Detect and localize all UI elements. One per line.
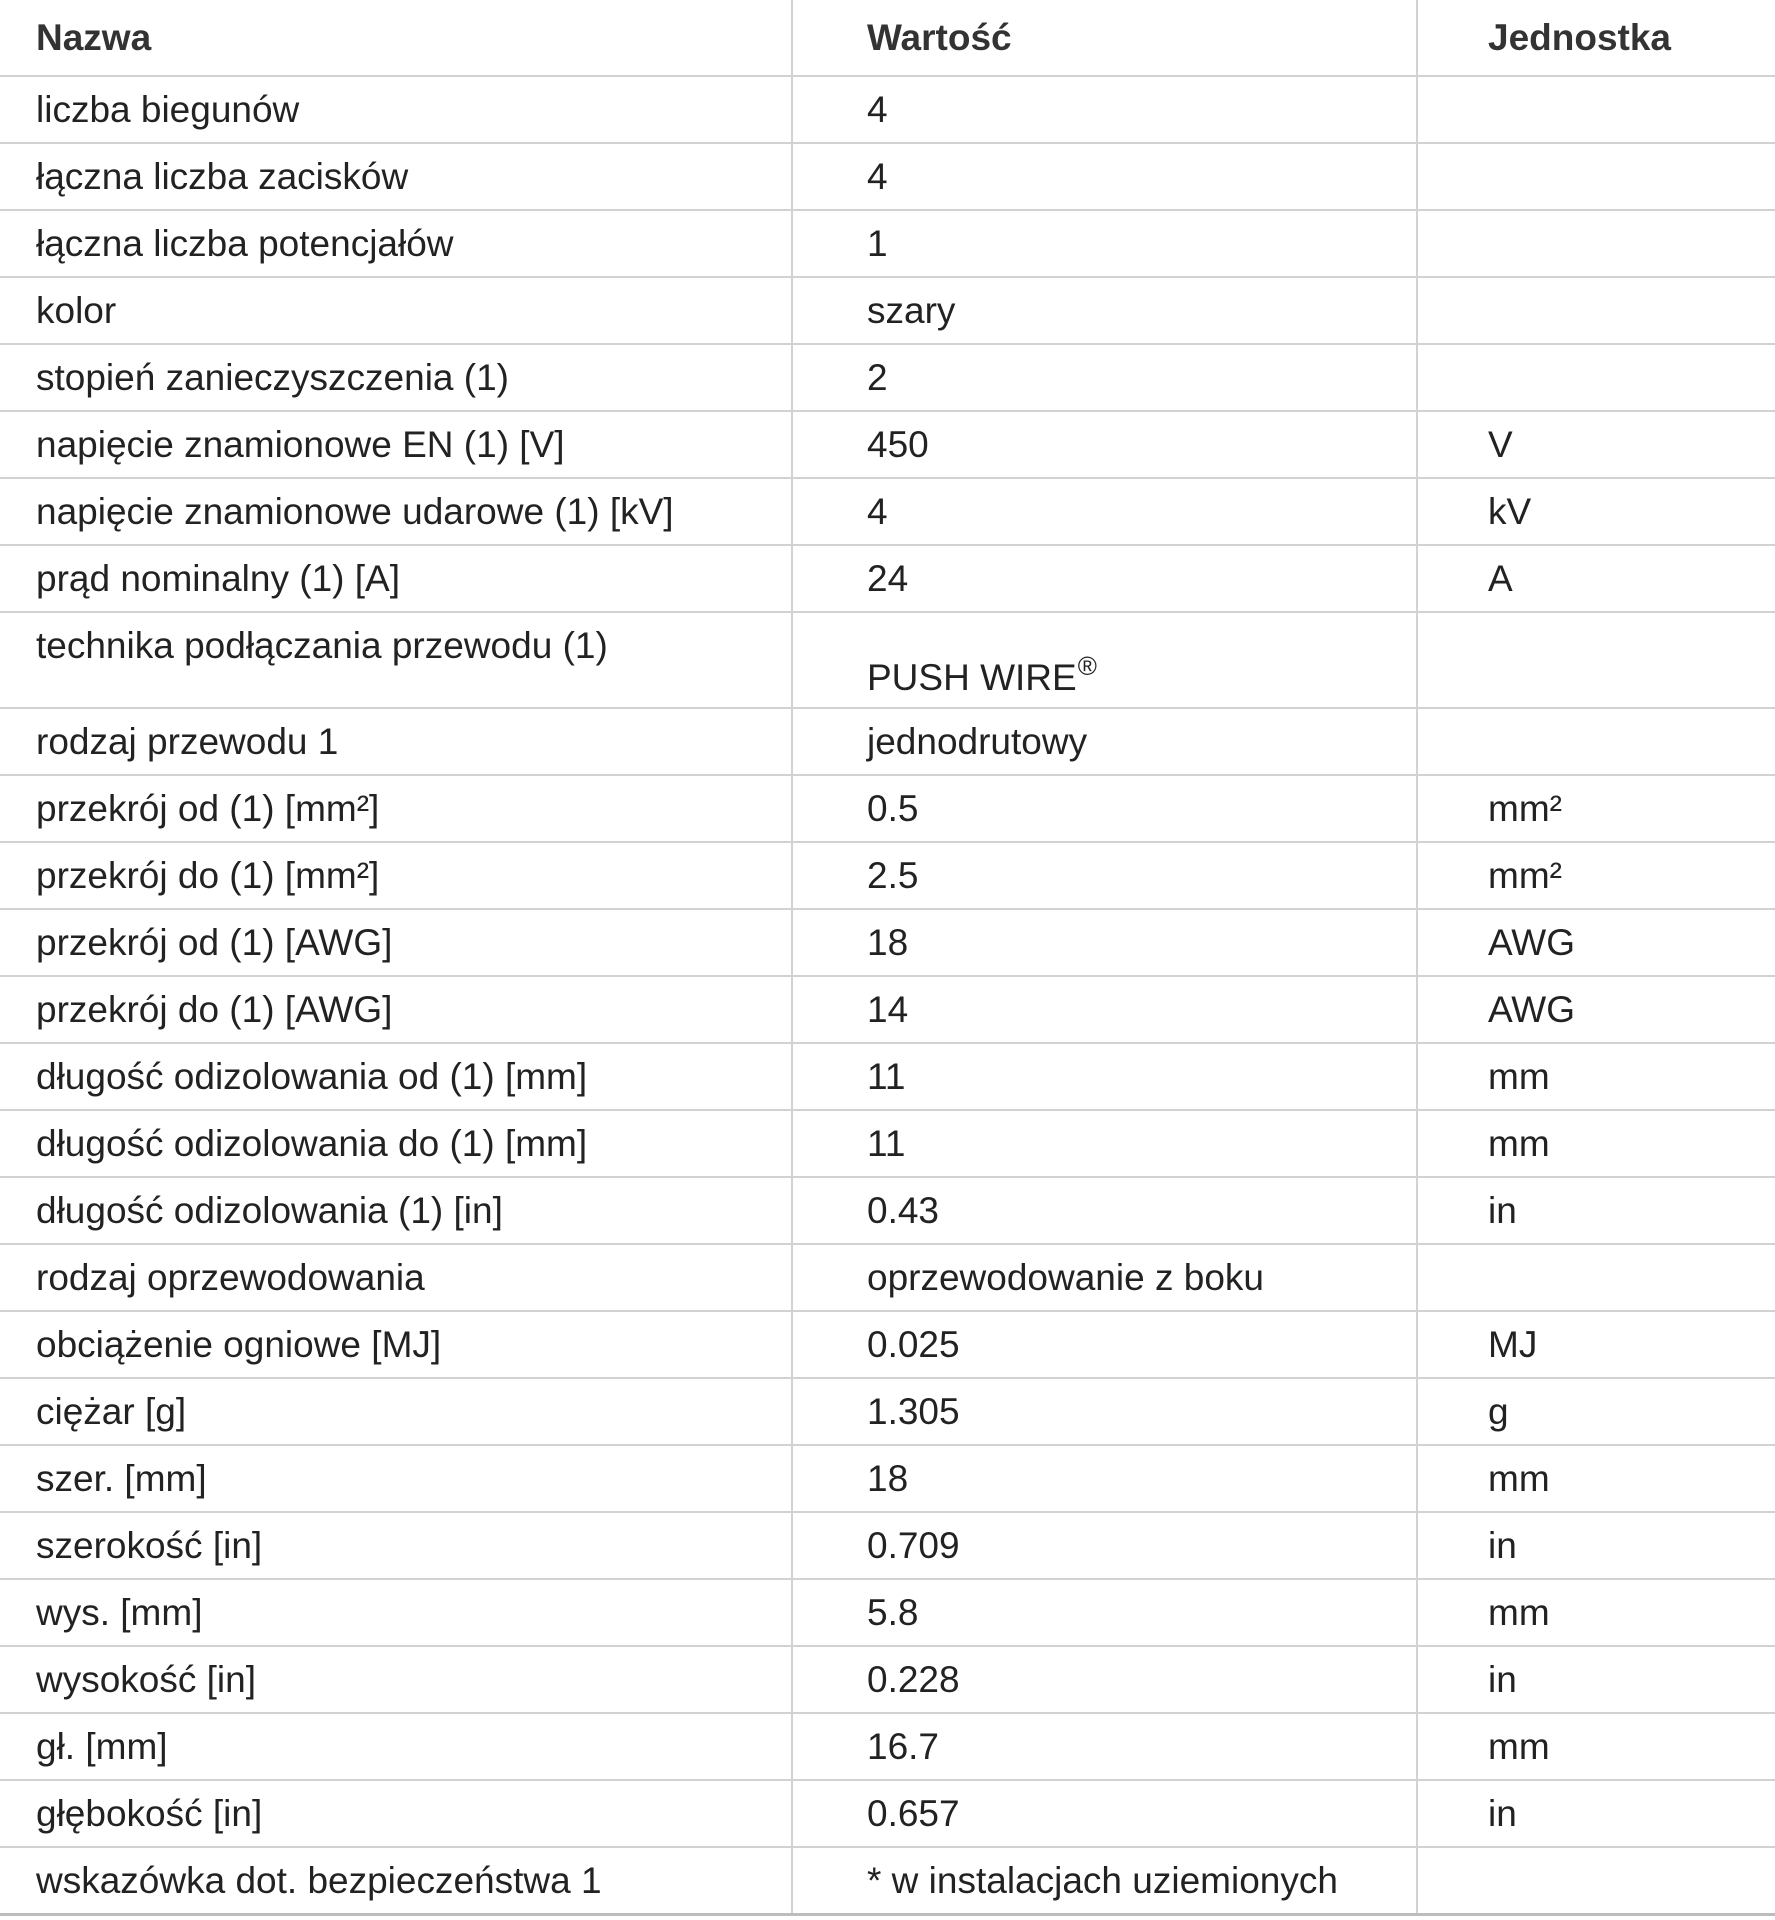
- table-body: [0, 76, 1775, 1915]
- row-name: szerokość [in]: [0, 1512, 792, 1579]
- row-unit: [1417, 344, 1775, 411]
- table-row: [0, 775, 1775, 842]
- row-name: długość odizolowania od (1) [mm]: [0, 1043, 792, 1110]
- header-unit: Jednostka: [1417, 0, 1775, 76]
- row-value-text: 1: [867, 222, 888, 264]
- table-row: [0, 708, 1775, 775]
- row-unit: [1417, 277, 1775, 344]
- row-value-text: 4: [867, 88, 888, 130]
- row-value: [792, 143, 1417, 210]
- row-unit: mm: [1417, 1579, 1775, 1646]
- row-unit: mm²: [1417, 842, 1775, 909]
- table-row: [0, 1110, 1775, 1177]
- row-value-text: 24: [867, 557, 909, 599]
- registered-mark: ®: [1077, 651, 1097, 681]
- row-unit: mm: [1417, 1445, 1775, 1512]
- table-row: [0, 277, 1775, 344]
- row-value-text: 0.657: [867, 1792, 960, 1834]
- table-row: [0, 1043, 1775, 1110]
- table-row: [0, 1311, 1775, 1378]
- row-unit: [1417, 1847, 1775, 1915]
- row-value-text: 18: [867, 921, 909, 963]
- row-unit: mm: [1417, 1713, 1775, 1780]
- table-row: [0, 76, 1775, 143]
- row-value: [792, 76, 1417, 143]
- row-unit: in: [1417, 1177, 1775, 1244]
- row-name: gł. [mm]: [0, 1713, 792, 1780]
- row-unit: in: [1417, 1780, 1775, 1847]
- table-row: [0, 1646, 1775, 1713]
- row-name: liczba biegunów: [0, 76, 792, 143]
- row-name: długość odizolowania do (1) [mm]: [0, 1110, 792, 1177]
- header-name: Nazwa: [0, 0, 792, 76]
- header-row: [0, 0, 1775, 76]
- row-value: [792, 1512, 1417, 1579]
- row-value: [792, 612, 1417, 708]
- row-value: [792, 976, 1417, 1043]
- row-value: [792, 545, 1417, 612]
- row-value-text: 4: [867, 490, 888, 532]
- row-value-text: 0.025: [867, 1323, 960, 1365]
- row-value-text: 11: [867, 1055, 906, 1097]
- row-unit: A: [1417, 545, 1775, 612]
- row-name: wys. [mm]: [0, 1579, 792, 1646]
- row-value-text: szary: [867, 289, 956, 331]
- row-name: szer. [mm]: [0, 1445, 792, 1512]
- row-unit: mm²: [1417, 775, 1775, 842]
- table-row: [0, 842, 1775, 909]
- row-value: [792, 1646, 1417, 1713]
- row-name: przekrój do (1) [AWG]: [0, 976, 792, 1043]
- table-row: [0, 612, 1775, 708]
- row-unit: [1417, 210, 1775, 277]
- row-name: przekrój od (1) [mm²]: [0, 775, 792, 842]
- table-row: [0, 1847, 1775, 1915]
- row-name: rodzaj oprzewodowania: [0, 1244, 792, 1311]
- table-row: [0, 210, 1775, 277]
- table-row: [0, 344, 1775, 411]
- row-value-text: 0.709: [867, 1524, 960, 1566]
- row-unit: [1417, 612, 1775, 708]
- row-unit: g: [1417, 1378, 1775, 1445]
- table-row: [0, 1244, 1775, 1311]
- row-unit: AWG: [1417, 976, 1775, 1043]
- row-value-text: 4: [867, 155, 888, 197]
- table-row: [0, 1780, 1775, 1847]
- row-value: [792, 1311, 1417, 1378]
- row-name: głębokość [in]: [0, 1780, 792, 1847]
- row-name: technika podłączania przewodu (1): [0, 612, 792, 708]
- row-name: napięcie znamionowe EN (1) [V]: [0, 411, 792, 478]
- row-value: [792, 1445, 1417, 1512]
- row-value: [792, 1713, 1417, 1780]
- row-unit: mm: [1417, 1110, 1775, 1177]
- row-value-text: 5.8: [867, 1591, 919, 1633]
- row-unit: kV: [1417, 478, 1775, 545]
- row-name: kolor: [0, 277, 792, 344]
- row-unit: [1417, 708, 1775, 775]
- row-name: wskazówka dot. bezpieczeństwa 1: [0, 1847, 792, 1915]
- row-value: [792, 411, 1417, 478]
- row-unit: [1417, 143, 1775, 210]
- row-value-text: 14: [867, 988, 909, 1030]
- row-value: [792, 909, 1417, 976]
- row-name: obciążenie ogniowe [MJ]: [0, 1311, 792, 1378]
- row-unit: AWG: [1417, 909, 1775, 976]
- row-value: [792, 1244, 1417, 1311]
- row-value-text: 0.5: [867, 787, 919, 829]
- row-value-text: 0.228: [867, 1658, 960, 1700]
- table-row: [0, 1177, 1775, 1244]
- row-name: stopień zanieczyszczenia (1): [0, 344, 792, 411]
- row-value-text: 18: [867, 1457, 909, 1499]
- row-value: [792, 1847, 1417, 1915]
- row-unit: V: [1417, 411, 1775, 478]
- table-row: [0, 1445, 1775, 1512]
- row-value-text: 2.5: [867, 854, 919, 896]
- row-name: przekrój od (1) [AWG]: [0, 909, 792, 976]
- row-unit: in: [1417, 1512, 1775, 1579]
- row-name: długość odizolowania (1) [in]: [0, 1177, 792, 1244]
- row-value-text: oprzewodowanie z boku: [867, 1256, 1264, 1298]
- table-header: [0, 0, 1775, 76]
- row-name: łączna liczba potencjałów: [0, 210, 792, 277]
- row-name: prąd nominalny (1) [A]: [0, 545, 792, 612]
- table-row: [0, 1579, 1775, 1646]
- row-value-text: 450: [867, 423, 929, 465]
- row-value-text: 0.43: [867, 1189, 940, 1231]
- row-value: [792, 1043, 1417, 1110]
- row-value-text: 11: [867, 1122, 906, 1164]
- row-name: ciężar [g]: [0, 1378, 792, 1445]
- row-value: [792, 478, 1417, 545]
- row-value-text: PUSH WIRE: [867, 657, 1077, 698]
- row-name: przekrój do (1) [mm²]: [0, 842, 792, 909]
- row-value: [792, 1579, 1417, 1646]
- row-value-text: 1.305: [867, 1390, 960, 1432]
- row-value-text: jednodrutowy: [867, 720, 1088, 762]
- row-value: [792, 210, 1417, 277]
- table-row: [0, 909, 1775, 976]
- row-name: łączna liczba zacisków: [0, 143, 792, 210]
- row-value: [792, 1378, 1417, 1445]
- row-value-text: * w instalacjach uziemionych: [867, 1859, 1338, 1901]
- row-value: [792, 842, 1417, 909]
- row-unit: mm: [1417, 1043, 1775, 1110]
- row-name: napięcie znamionowe udarowe (1) [kV]: [0, 478, 792, 545]
- row-value: [792, 708, 1417, 775]
- table-row: [0, 545, 1775, 612]
- table-row: [0, 1378, 1775, 1445]
- row-value: [792, 1110, 1417, 1177]
- table-row: [0, 1512, 1775, 1579]
- row-name: rodzaj przewodu 1: [0, 708, 792, 775]
- row-unit: MJ: [1417, 1311, 1775, 1378]
- table-row: [0, 143, 1775, 210]
- table-row: [0, 1713, 1775, 1780]
- header-value: Wartość: [792, 0, 1417, 76]
- table-row: [0, 478, 1775, 545]
- row-value: [792, 775, 1417, 842]
- table-row: [0, 411, 1775, 478]
- row-unit: in: [1417, 1646, 1775, 1713]
- row-value: [792, 1177, 1417, 1244]
- row-value-text: 16.7: [867, 1725, 940, 1767]
- table-row: [0, 976, 1775, 1043]
- row-unit: [1417, 1244, 1775, 1311]
- row-value: [792, 1780, 1417, 1847]
- row-value: [792, 344, 1417, 411]
- row-unit: [1417, 76, 1775, 143]
- row-value-text: 2: [867, 356, 888, 398]
- row-name: wysokość [in]: [0, 1646, 792, 1713]
- row-value: [792, 277, 1417, 344]
